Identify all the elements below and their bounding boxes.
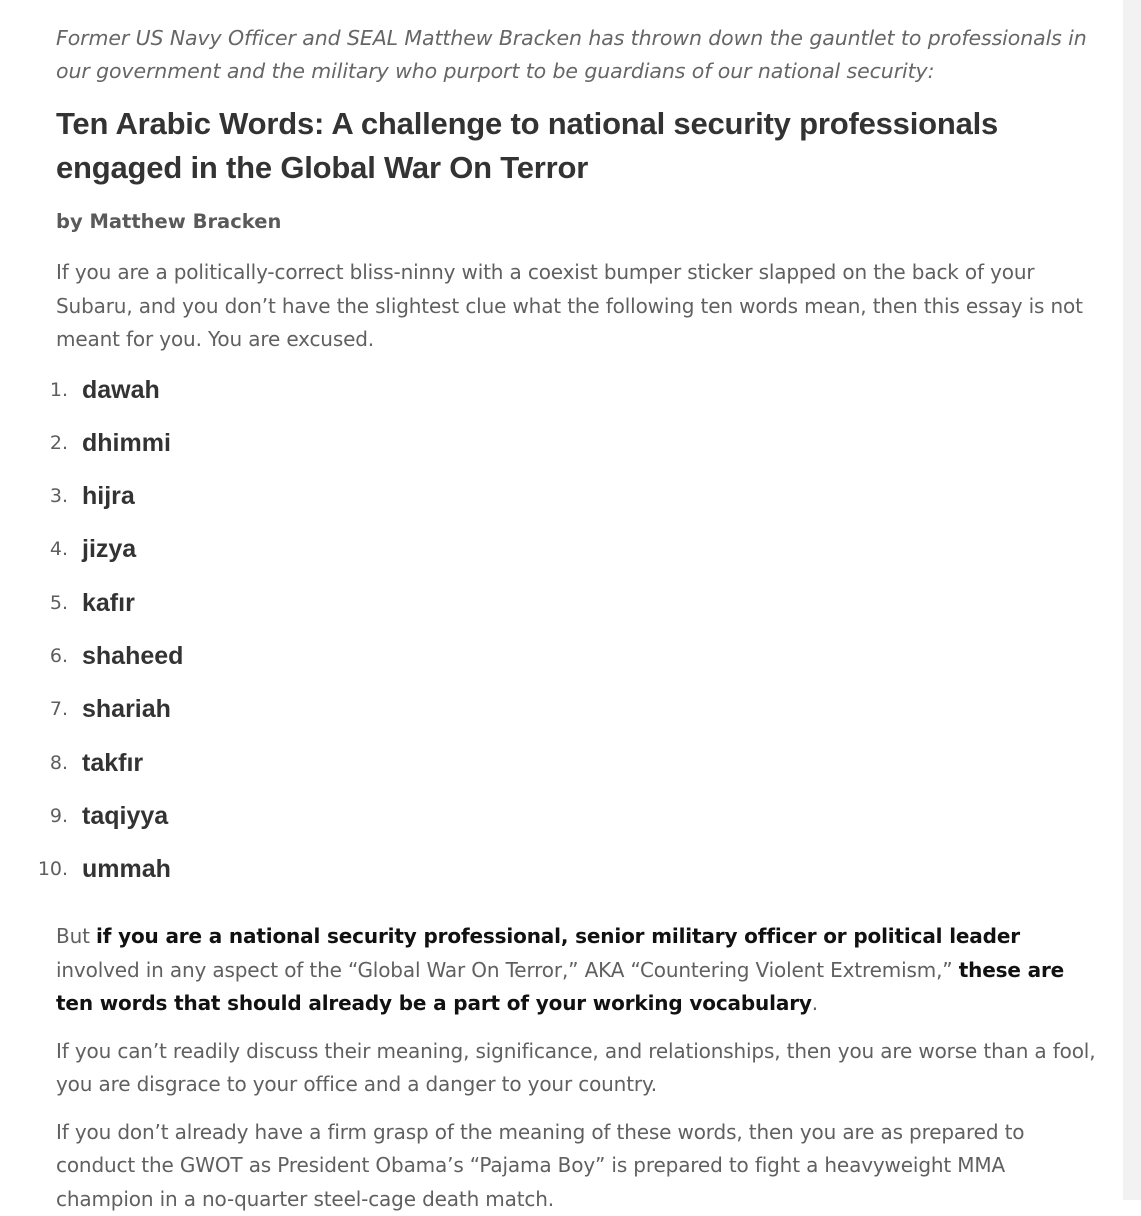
bold-text: if you are a national security professional, senior military officer or political leader [96, 924, 1020, 949]
list-word: dawah [82, 375, 160, 404]
paragraph-text: But [56, 924, 96, 949]
byline: by Matthew Bracken [56, 210, 282, 233]
list-number: 6 [49, 644, 62, 667]
list-item [37, 854, 1096, 907]
list-number: 10 [37, 858, 62, 881]
list-item [49, 428, 1096, 481]
article-title: Ten Arabic Words: A challenge to national security professionals engaged in the Global War On Terror [56, 106, 999, 185]
list-dot: . [62, 698, 69, 721]
list-number: 9 [49, 804, 62, 827]
list-word: kafır [82, 588, 135, 617]
list-word: hijra [82, 482, 135, 511]
list-item [49, 481, 1096, 534]
list-item [49, 694, 1096, 747]
list-dot: . [62, 858, 69, 881]
bold-text: these are ten words that should already be a part of your working vocabulary [56, 957, 1065, 1016]
list-item [49, 375, 1096, 428]
page-edge [1123, 0, 1141, 1200]
list-number: 5 [49, 591, 62, 614]
list-number: 3 [49, 485, 62, 508]
list-item [49, 801, 1096, 854]
list-number: 8 [49, 751, 62, 774]
list-word: shariah [82, 695, 171, 724]
list-number: 2 [49, 431, 62, 454]
paragraph-challenge [56, 920, 1096, 1021]
list-word: shaheed [82, 641, 184, 670]
paragraph-comparison: If you don’t already have a firm grasp of the meaning of these words, then you are as prepared to conduct the GWOT as President Obama’s “Pajama Boy” is prepared to fight a heavyweight MMA champion in a no-quarter steel-cage death match. [56, 1119, 1025, 1211]
word-list [37, 375, 1096, 908]
list-item [49, 641, 1096, 694]
list-dot: . [62, 431, 69, 454]
list-word: taqiyya [82, 801, 169, 830]
list-item [49, 588, 1096, 641]
paragraph-text: involved in any aspect of the “Global War On Terror,” AKA “Countering Violent Extremism,” [56, 957, 959, 982]
paragraph-text: . [811, 991, 819, 1016]
list-dot: . [62, 485, 69, 508]
list-item [49, 534, 1096, 587]
paragraph-intro: If you are a politically-correct bliss-ninny with a coexist bumper sticker slapped on the back of your Subaru, and you don’t have the slightest clue what the following ten words mean, then this essay is not meant for you. You are excused. [56, 260, 1083, 351]
list-word: jizya [82, 535, 137, 564]
list-word: ummah [82, 855, 171, 884]
list-number: 4 [49, 538, 62, 561]
list-number: 1 [49, 378, 62, 401]
list-dot: . [62, 751, 69, 774]
paragraph-consequence: If you can’t readily discuss their meaning, significance, and relationships, then you are worse than a fool, you are disgrace to your office and a danger to your country. [56, 1038, 1096, 1097]
list-word: takfır [82, 748, 144, 777]
list-number: 7 [49, 698, 62, 721]
list-dot: . [62, 538, 69, 561]
list-dot: . [62, 591, 69, 614]
list-dot: . [62, 804, 69, 827]
list-item [49, 748, 1096, 801]
list-dot: . [62, 644, 69, 667]
list-dot: . [62, 378, 69, 401]
intro-text: Former US Navy Officer and SEAL Matthew Bracken has thrown down the gauntlet to professionals in our government and the military who purport to be guardians of our national security: [56, 26, 1087, 83]
article [37, 22, 1096, 1216]
list-word: dhimmi [82, 428, 171, 457]
